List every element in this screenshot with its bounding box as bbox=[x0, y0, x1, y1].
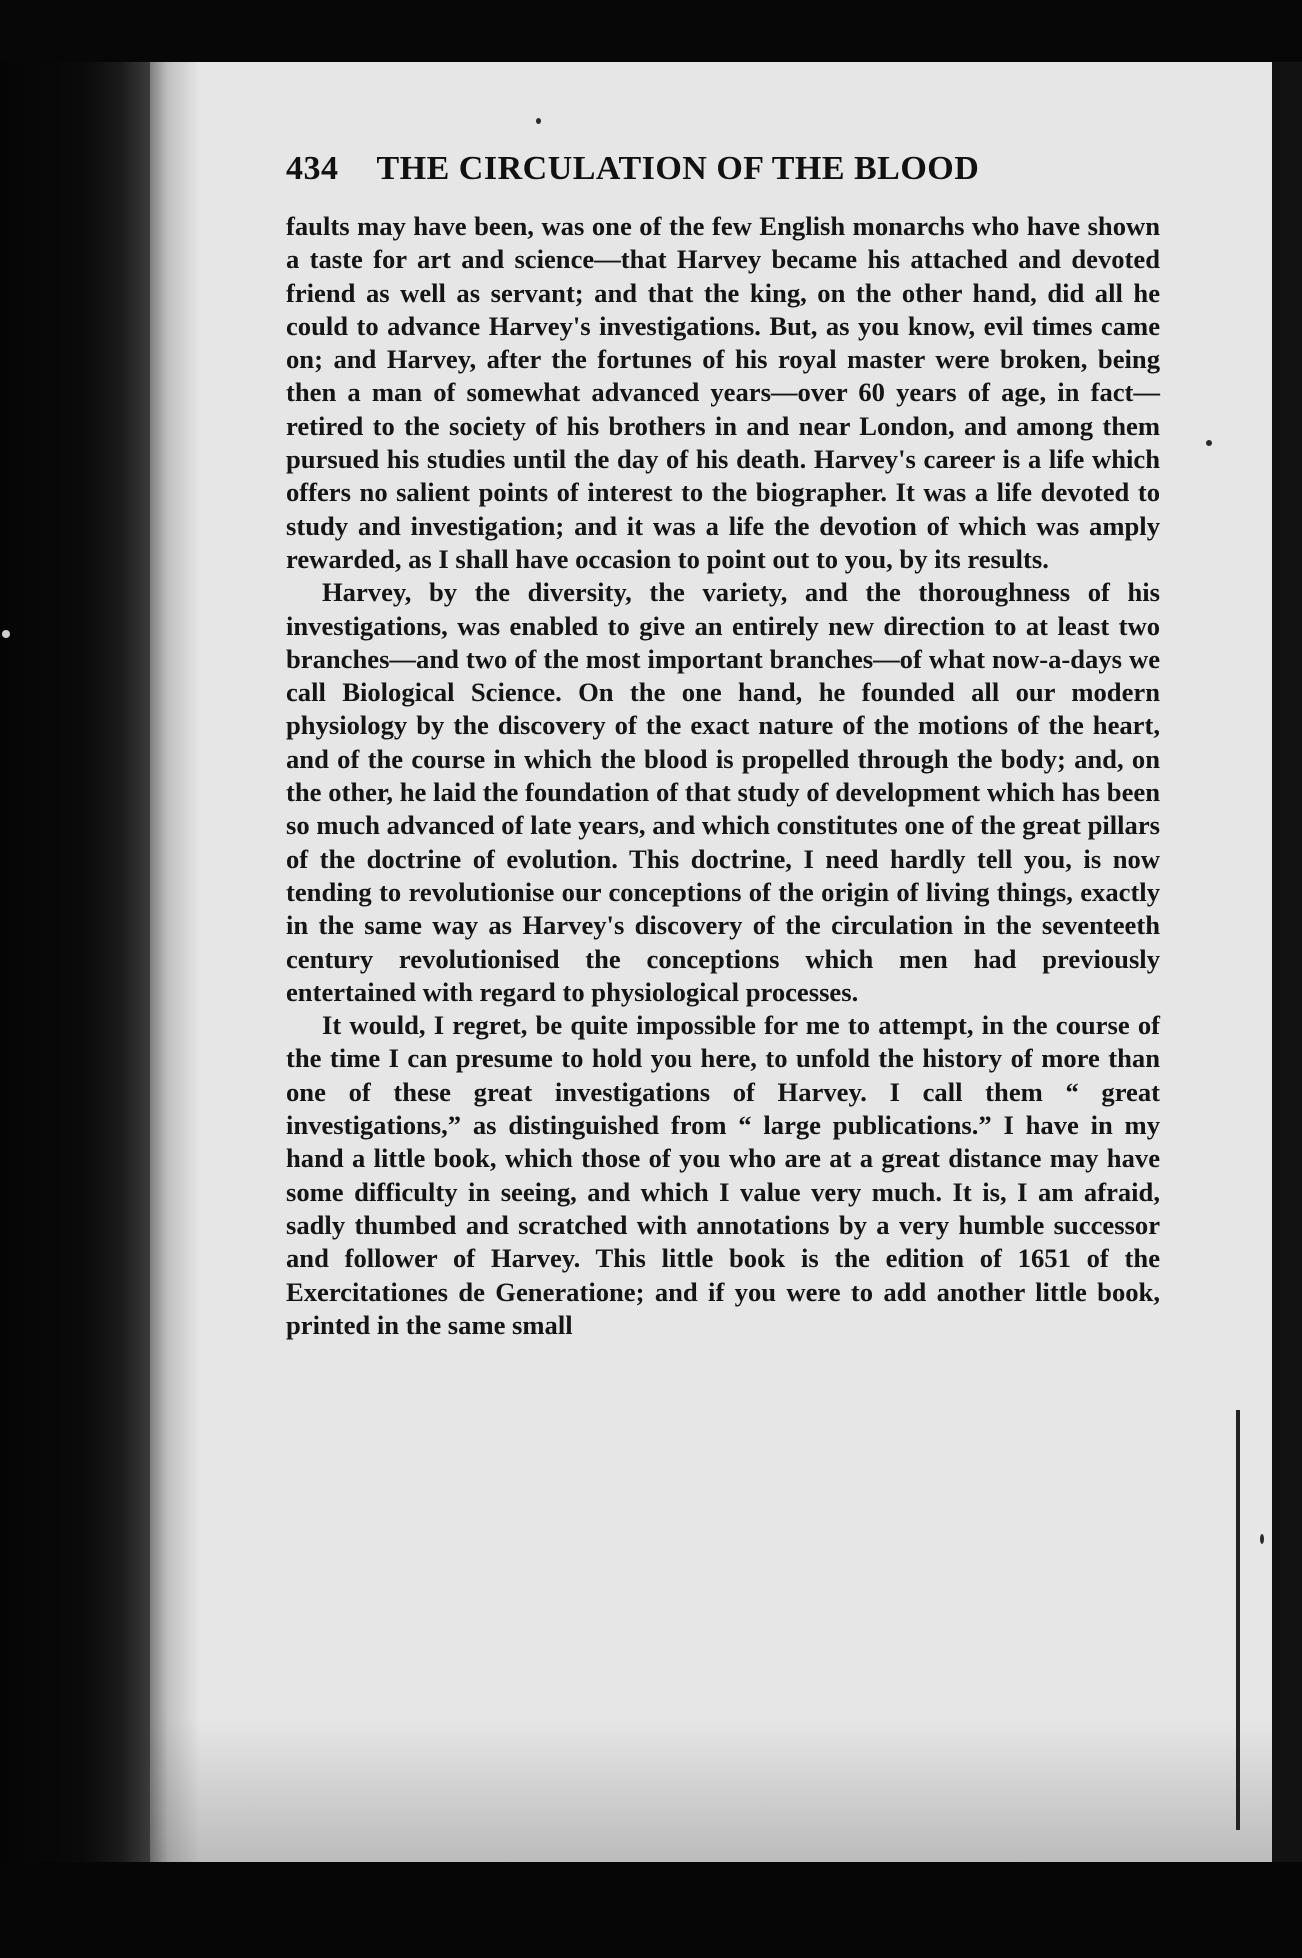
scan-right-border bbox=[1272, 62, 1302, 1958]
paragraph-3: It would, I regret, be quite impossible for me to attempt, in the course of the time I can presume to hold you here, to unfold the history of more than one of these great investigations of Harvey. I call them “ great investigations,” as distinguished from “ large publications.” I have in my hand a little book, which those of you who are at a great distance may have some difficulty in seeing, and which I value very much. It is, I am afraid, sadly thumbed and scratched with annotations by a very humble successor and follower of Harvey. This little book is the edition of 1651 of the Exercitationes de Generatione; and if you were to add another little book, printed in the same small bbox=[286, 1010, 1160, 1340]
paragraph-1: faults may have been, was one of the few English monarchs who have shown a taste for art and science—that Harvey became his attached and devoted friend as well as servant; and that the king, on the other hand, did all he could to advance Harvey's investigations. But, as you know, evil times came on; and Harvey, after the fortunes of his royal master were broken, being then a man of somewhat advanced years—over 60 years of age, in fact—retired to the society of his brothers in and near London, and among them pursued his studies until the day of his death. Harvey's career is a life which offers no salient points of interest to the biographer. It was a life devoted to study and investigation; and it was a life the devotion of which was amply rewarded, as I shall have occasion to point out to you, by its results. bbox=[286, 211, 1160, 574]
paragraph-2: Harvey, by the diversity, the variety, and the thoroughness of his investigations, was enabled to give an entirely new direction to at least two branches—and two of the most important branches—of what now-a-days we call Biological Science. On the one hand, he founded all our modern physiology by the discovery of the exact nature of the motions of the heart, and of the course in which the blood is propelled through the body; and, on the other, he laid the foundation of that study of development which has been so much advanced of late years, and which constitutes one of the great pillars of the doctrine of evolution. This doctrine, I need hardly tell you, is now tending to revolutionise our conceptions of the origin of living things, exactly in the same way as Harvey's discovery of the circulation in the seventeeth century revolutionised the conceptions which men had previously entertained with regard to physiological processes. bbox=[286, 577, 1160, 1007]
running-title: THE CIRCULATION OF THE BLOOD bbox=[376, 150, 980, 187]
dust-speck bbox=[536, 118, 541, 124]
page-edge-line bbox=[1236, 1410, 1240, 1830]
dust-speck bbox=[2, 630, 10, 638]
scan-bottom-border bbox=[0, 1862, 1302, 1958]
book-spine-shadow bbox=[0, 62, 150, 1958]
scan-top-border bbox=[0, 0, 1302, 62]
body-text bbox=[286, 210, 1160, 1342]
dust-speck bbox=[1206, 440, 1212, 446]
running-header bbox=[286, 150, 1106, 188]
dust-speck bbox=[1260, 1534, 1264, 1544]
page-number: 434 bbox=[286, 150, 339, 187]
